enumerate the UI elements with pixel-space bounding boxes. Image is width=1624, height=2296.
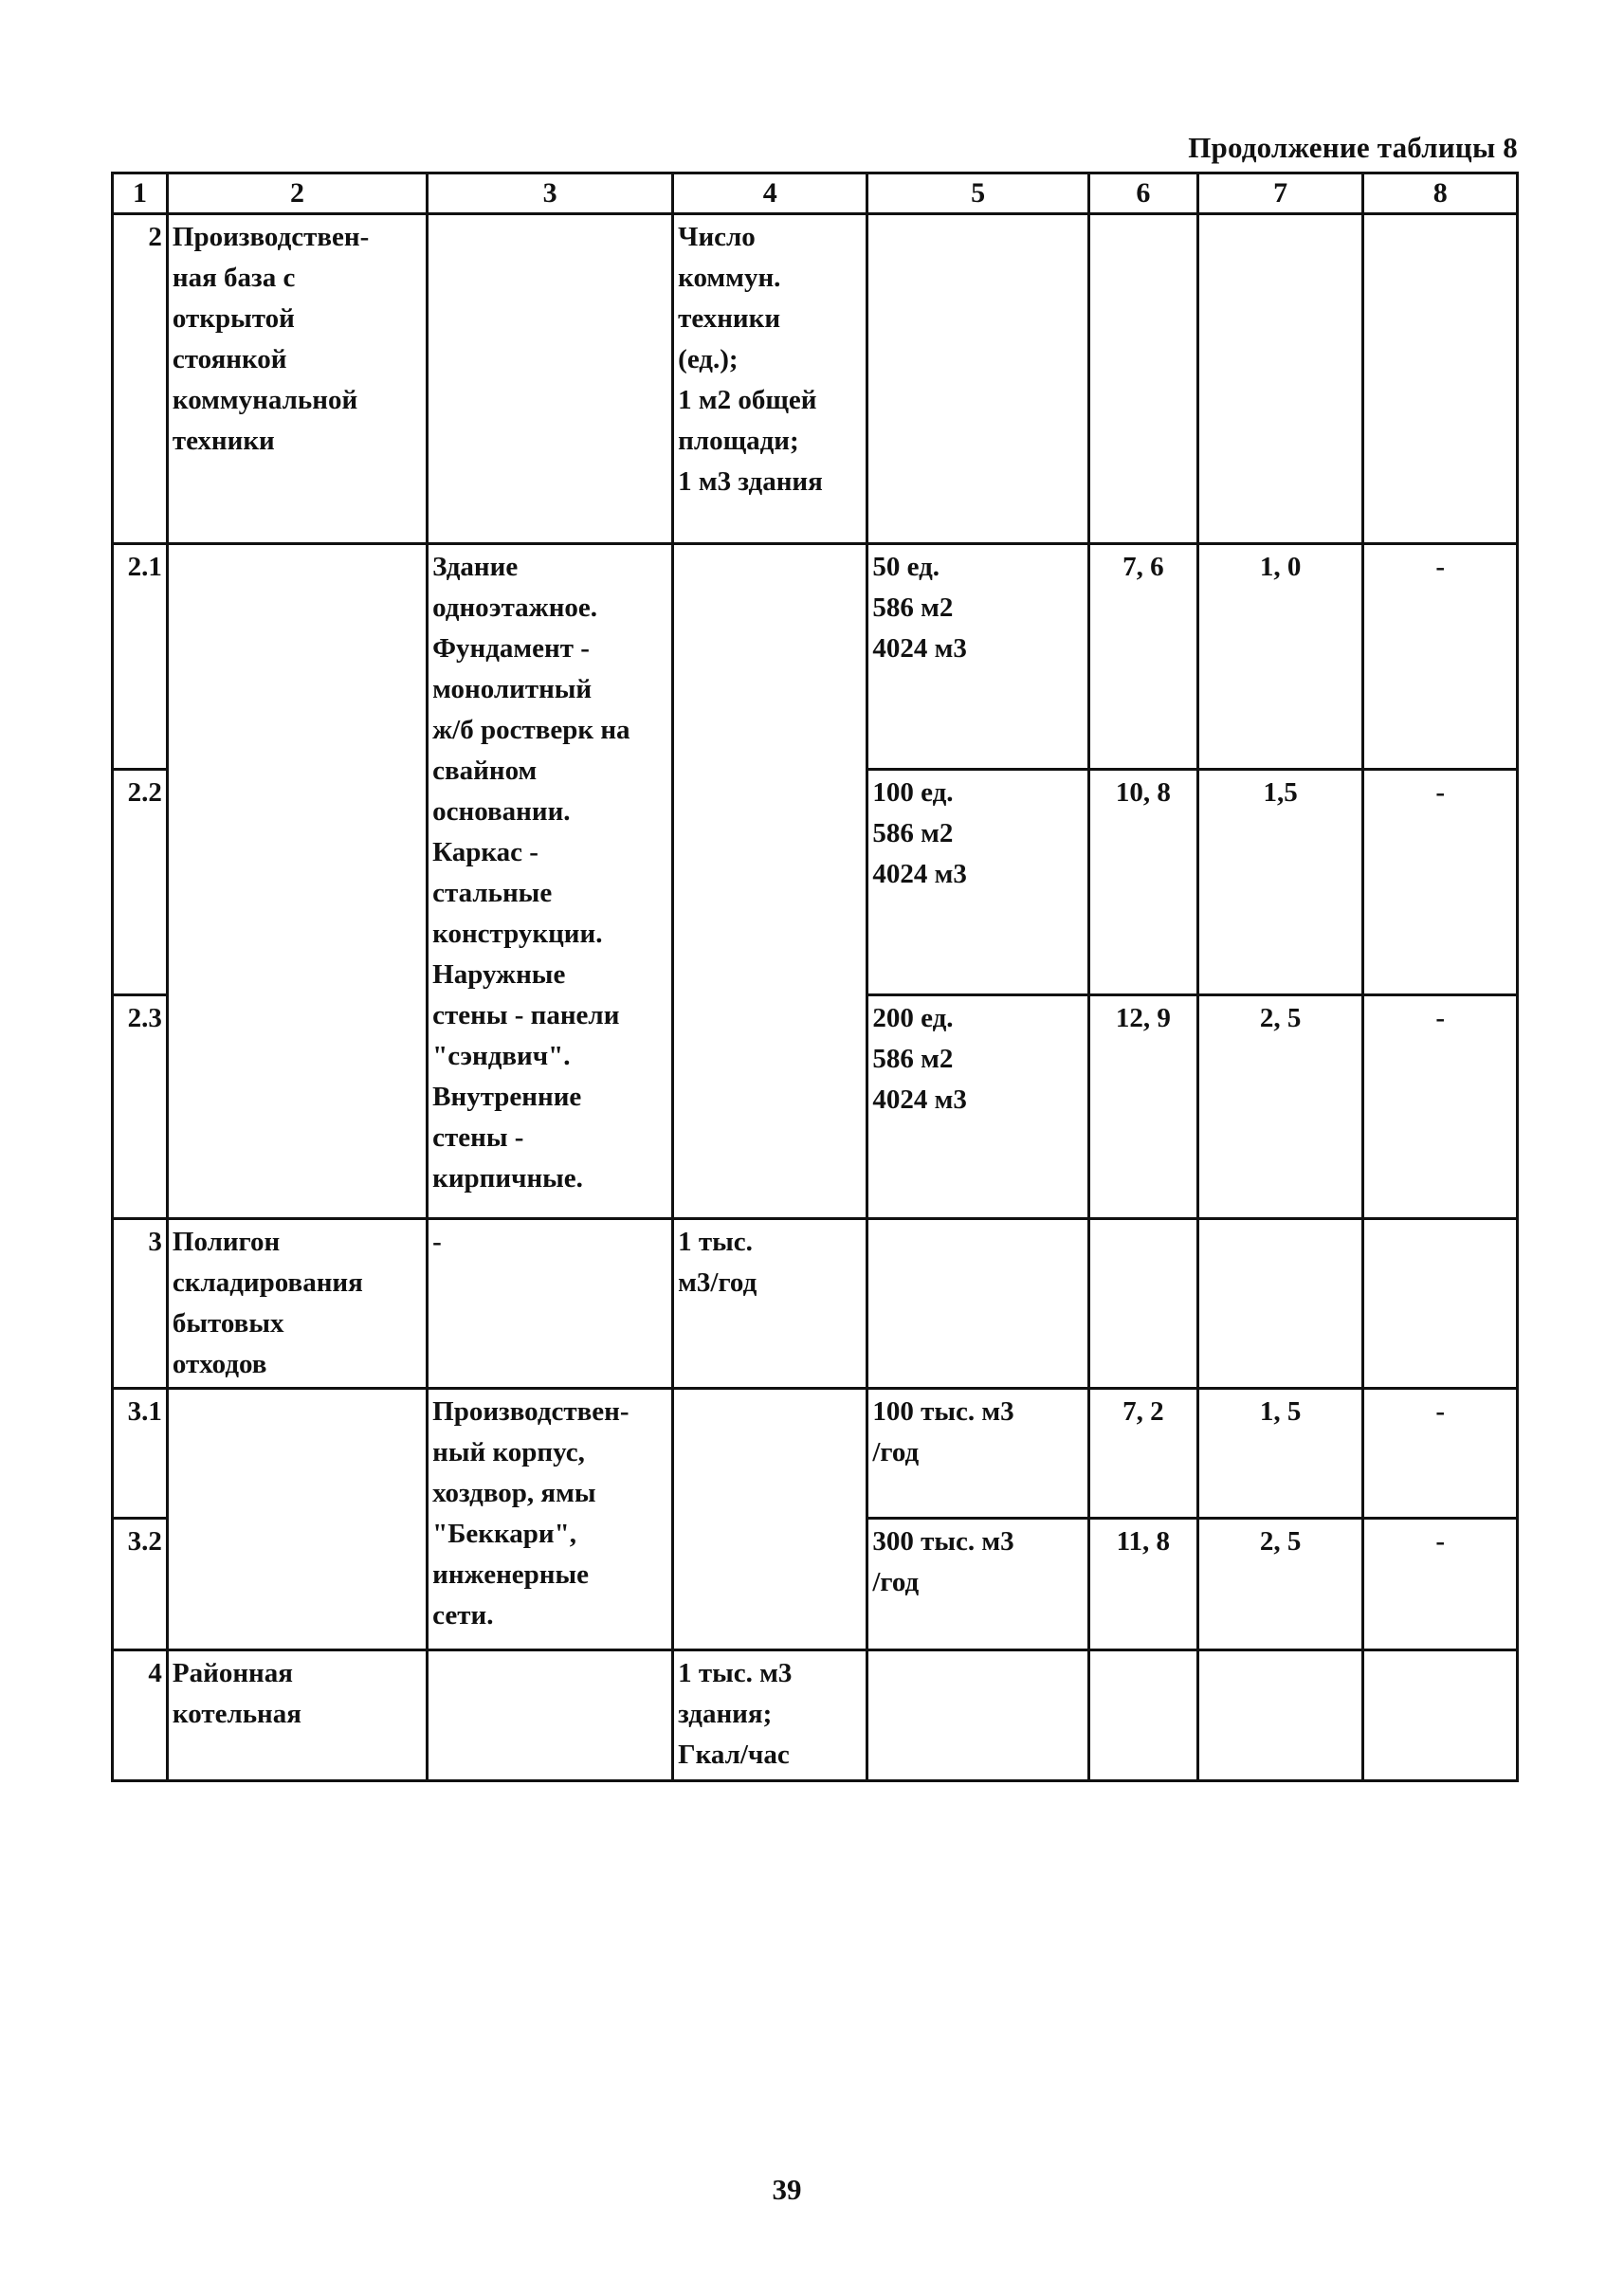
header-cell: 2 xyxy=(167,173,427,214)
capacity-cell xyxy=(867,1519,1089,1650)
empty-cell xyxy=(1363,1219,1518,1389)
text-line: 100 тыс. м3 xyxy=(872,1396,1014,1427)
header-cell: 8 xyxy=(1363,173,1518,214)
text-line: (ед.); xyxy=(678,344,739,374)
value-cell: 7, 6 xyxy=(1088,544,1197,770)
text-line: сети. xyxy=(432,1600,494,1631)
empty-cell xyxy=(1197,214,1363,544)
header-cell: 4 xyxy=(673,173,867,214)
value-cell: - xyxy=(1363,544,1518,770)
text-line: ный корпус, xyxy=(432,1437,585,1467)
text-line: хоздвор, ямы xyxy=(432,1478,596,1508)
text-line: открытой xyxy=(172,303,295,334)
empty-cell xyxy=(167,544,427,1219)
row-number: 3.2 xyxy=(113,1519,168,1650)
text-line: Здание xyxy=(432,552,519,582)
empty-cell xyxy=(1363,214,1518,544)
value-cell: - xyxy=(1363,1519,1518,1650)
table-caption: Продолжение таблицы 8 xyxy=(1188,131,1518,164)
text-line: складирования xyxy=(172,1267,363,1298)
text-line: коммунальной xyxy=(172,385,358,415)
capacity-cell xyxy=(867,1389,1089,1519)
text-line: техники xyxy=(678,303,781,334)
text-line: стены - xyxy=(432,1122,524,1153)
text-line: 586 м2 xyxy=(872,592,954,623)
empty-cell xyxy=(867,214,1089,544)
unit-cell xyxy=(673,1219,867,1389)
text-line: 1 тыс. xyxy=(678,1227,753,1257)
empty-cell xyxy=(1197,1219,1363,1389)
text-line: Полигон xyxy=(172,1227,281,1257)
text-line: основании. xyxy=(432,796,571,827)
value-cell: 2, 5 xyxy=(1197,995,1363,1219)
text-line: одноэтажное. xyxy=(432,592,598,623)
value-cell: 1,5 xyxy=(1197,770,1363,995)
text-line: Производствен- xyxy=(432,1396,630,1427)
empty-cell xyxy=(1363,1650,1518,1781)
text-line: инженерные xyxy=(432,1559,590,1590)
text-line: конструкции. xyxy=(432,919,603,949)
table-row xyxy=(113,1650,1518,1781)
text-line: 200 ед. xyxy=(872,1003,954,1033)
text-line: 1 м3 здания xyxy=(678,466,823,497)
text-line: 1 м2 общей xyxy=(678,385,817,415)
text-line: 1 тыс. м3 xyxy=(678,1658,793,1688)
table-row xyxy=(113,544,1518,770)
text-line: "сэндвич". xyxy=(432,1041,571,1071)
object-name xyxy=(167,1219,427,1389)
header-cell: 3 xyxy=(428,173,673,214)
unit-cell xyxy=(673,1650,867,1781)
text-line: здания; xyxy=(678,1699,773,1729)
capacity-cell xyxy=(867,995,1089,1219)
row-number: 3 xyxy=(113,1219,168,1389)
header-cell: 1 xyxy=(113,173,168,214)
capacity-cell xyxy=(867,544,1089,770)
value-cell: 1, 0 xyxy=(1197,544,1363,770)
unit-cell xyxy=(673,214,867,544)
text-line: стоянкой xyxy=(172,344,287,374)
text-line: Каркас - xyxy=(432,837,538,867)
header-row xyxy=(113,173,1518,214)
header-cell: 7 xyxy=(1197,173,1363,214)
text-line: /год xyxy=(872,1567,920,1597)
header-cell: 6 xyxy=(1088,173,1197,214)
text-line: /год xyxy=(872,1437,920,1467)
text-line: Число xyxy=(678,222,756,252)
table-row xyxy=(113,1219,1518,1389)
text-line: Районная xyxy=(172,1658,293,1688)
empty-cell xyxy=(1088,1219,1197,1389)
text-line: кирпичные. xyxy=(432,1163,583,1194)
building-description xyxy=(428,1389,673,1650)
text-line: Гкал/час xyxy=(678,1740,790,1770)
text-line: 586 м2 xyxy=(872,1044,954,1074)
text-line: "Беккари", xyxy=(432,1519,576,1549)
object-name xyxy=(167,214,427,544)
header-cell: 5 xyxy=(867,173,1089,214)
table-row xyxy=(113,1389,1518,1519)
empty-cell xyxy=(428,214,673,544)
text-line: 300 тыс. м3 xyxy=(872,1526,1014,1557)
text-line: 100 ед. xyxy=(872,777,954,808)
text-line: бытовых xyxy=(172,1308,284,1339)
text-line: 4024 м3 xyxy=(872,859,967,889)
text-line: коммун. xyxy=(678,263,781,293)
text-line: 50 ед. xyxy=(872,552,940,582)
value-cell: - xyxy=(1363,770,1518,995)
capacity-cell xyxy=(867,770,1089,995)
empty-cell xyxy=(1088,214,1197,544)
value-cell: 1, 5 xyxy=(1197,1389,1363,1519)
empty-cell xyxy=(867,1650,1089,1781)
table-row xyxy=(113,214,1518,544)
text-line: Производствен- xyxy=(172,222,370,252)
text-line: котельная xyxy=(172,1699,301,1729)
row-number: 2.2 xyxy=(113,770,168,995)
empty-cell xyxy=(867,1219,1089,1389)
text-line: стены - панели xyxy=(432,1000,620,1030)
empty-cell xyxy=(673,544,867,1219)
text-line: Внутренние xyxy=(432,1082,582,1112)
empty-cell xyxy=(673,1389,867,1650)
text-line: монолитный xyxy=(432,674,593,704)
row-number: 4 xyxy=(113,1650,168,1781)
text-line: стальные xyxy=(432,878,553,908)
text-line: ная база с xyxy=(172,263,296,293)
building-description xyxy=(428,544,673,1219)
value-cell: 11, 8 xyxy=(1088,1519,1197,1650)
text-line: свайном xyxy=(432,756,538,786)
row-number: 2 xyxy=(113,214,168,544)
row-number: 3.1 xyxy=(113,1389,168,1519)
text-line: отходов xyxy=(172,1349,267,1379)
text-line: Фундамент - xyxy=(432,633,590,664)
empty-cell xyxy=(1197,1650,1363,1781)
text-line: 586 м2 xyxy=(872,818,954,848)
value-cell: - xyxy=(1363,1389,1518,1519)
text-line: ж/б ростверк на xyxy=(432,715,630,745)
row-number: 2.1 xyxy=(113,544,168,770)
text-line: техники xyxy=(172,426,275,456)
value-cell: 7, 2 xyxy=(1088,1389,1197,1519)
page-number: 39 xyxy=(772,2173,802,2206)
empty-cell xyxy=(428,1650,673,1781)
empty-cell xyxy=(1088,1650,1197,1781)
text-line: Наружные xyxy=(432,959,566,990)
object-name xyxy=(167,1650,427,1781)
value-cell: 10, 8 xyxy=(1088,770,1197,995)
dash-cell: - xyxy=(428,1219,673,1389)
text-line: 4024 м3 xyxy=(872,1084,967,1115)
data-table xyxy=(111,172,1519,1782)
text-line: площади; xyxy=(678,426,799,456)
value-cell: 12, 9 xyxy=(1088,995,1197,1219)
row-number: 2.3 xyxy=(113,995,168,1219)
text-line: 4024 м3 xyxy=(872,633,967,664)
value-cell: 2, 5 xyxy=(1197,1519,1363,1650)
value-cell: - xyxy=(1363,995,1518,1219)
empty-cell xyxy=(167,1389,427,1650)
text-line: м3/год xyxy=(678,1267,757,1298)
